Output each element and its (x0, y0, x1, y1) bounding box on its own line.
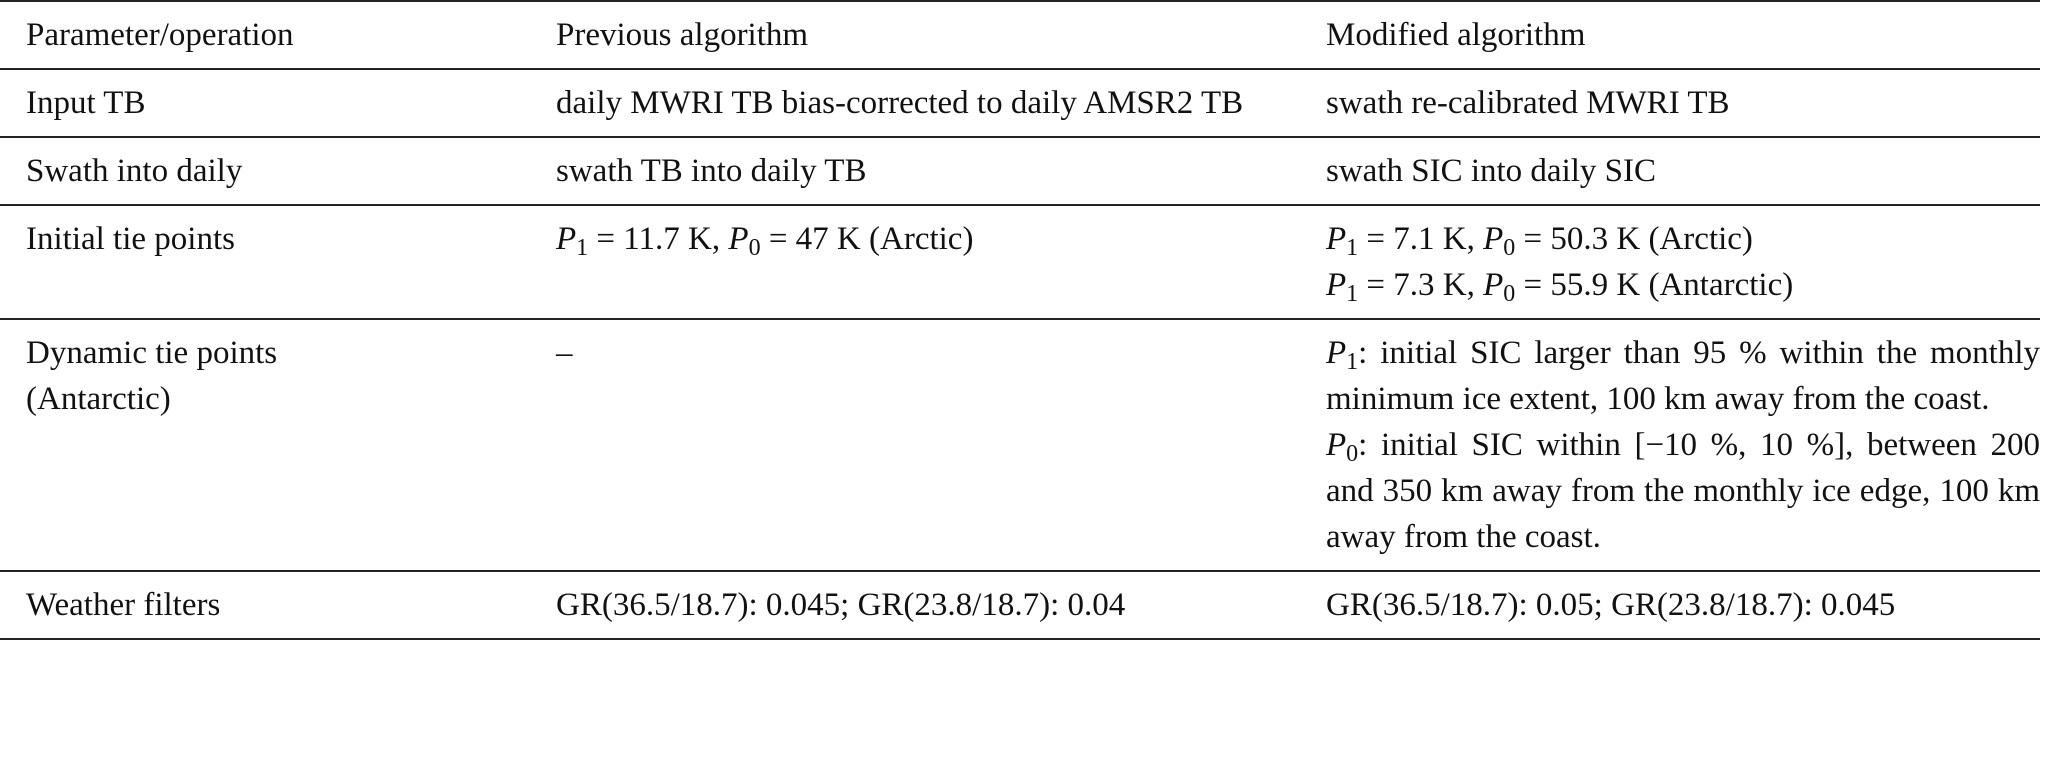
p0-subscript: 0 (1503, 281, 1516, 307)
parameter-line: Dynamic tie points (26, 335, 278, 371)
p1-symbol: P (1326, 221, 1347, 257)
parameter-line: (Antarctic) (26, 381, 171, 417)
p1-value: = 11.7 K, (588, 221, 729, 257)
p1-symbol: P (556, 221, 577, 257)
cell-modified (1326, 205, 2040, 319)
cell-parameter: Weather filters (26, 587, 221, 623)
table-row (0, 571, 2040, 639)
p0-symbol: P (1326, 427, 1347, 463)
p1-subscript: 1 (1346, 235, 1359, 261)
dynamic-p0-description (1326, 422, 2040, 560)
cell-previous-text: daily MWRI TB bias-corrected to daily AMSR2 TB (556, 85, 1244, 121)
header-row (0, 1, 2040, 69)
cell-previous (556, 205, 1326, 319)
table-header (0, 1, 2040, 69)
cell-parameter: Input TB (26, 85, 146, 121)
cell-modified: swath re-calibrated MWRI TB (1326, 85, 1730, 121)
cell-parameter (0, 319, 556, 571)
header-previous-algorithm: Previous algorithm (556, 17, 809, 53)
table-row (0, 205, 2040, 319)
table-row (0, 69, 2040, 137)
cell-previous: GR(36.5/18.7): 0.045; GR(23.8/18.7): 0.04 (556, 587, 1126, 623)
modified-antarctic-line (1326, 262, 2040, 308)
cell-parameter: Swath into daily (26, 153, 243, 189)
p0-subscript: 0 (1346, 441, 1359, 467)
modified-arctic-line (1326, 216, 2040, 262)
table-row (0, 319, 2040, 571)
p0-symbol: P (728, 221, 749, 257)
p0-symbol: P (1483, 267, 1504, 303)
cell-parameter: Initial tie points (26, 221, 235, 257)
p0-subscript: 0 (748, 235, 761, 261)
p0-text: : initial SIC within [−10 %, 10 %], between 200 and 350 km away from the monthly ice edge, 100 km away from the coast. (1326, 427, 2040, 555)
table-body (0, 69, 2040, 639)
p1-symbol: P (1326, 335, 1347, 371)
cell-modified: swath SIC into daily SIC (1326, 153, 1657, 189)
p1-value: = 7.1 K, (1358, 221, 1484, 257)
p1-subscript: 1 (1346, 281, 1359, 307)
p1-value: = 7.3 K, (1358, 267, 1484, 303)
p0-value: = 55.9 K (Antarctic) (1515, 267, 1794, 303)
header-modified-algorithm: Modified algorithm (1326, 17, 1586, 53)
p1-subscript: 1 (576, 235, 589, 261)
cell-modified: GR(36.5/18.7): 0.05; GR(23.8/18.7): 0.045 (1326, 587, 1896, 623)
p0-value: = 47 K (Arctic) (760, 221, 974, 257)
cell-modified (1326, 319, 2040, 571)
table-row (0, 137, 2040, 205)
p1-symbol: P (1326, 267, 1347, 303)
cell-previous: – (556, 335, 573, 371)
cell-previous: swath TB into daily TB (556, 153, 867, 189)
cell-previous (556, 69, 1326, 137)
p0-subscript: 0 (1503, 235, 1516, 261)
p1-text: : initial SIC larger than 95 % within the monthly minimum ice extent, 100 km away from the coast. (1326, 335, 2040, 417)
dynamic-p1-description (1326, 330, 2040, 422)
p0-symbol: P (1483, 221, 1504, 257)
p0-value: = 50.3 K (Arctic) (1515, 221, 1753, 257)
header-parameter: Parameter/operation (26, 17, 294, 53)
p1-subscript: 1 (1346, 349, 1359, 375)
